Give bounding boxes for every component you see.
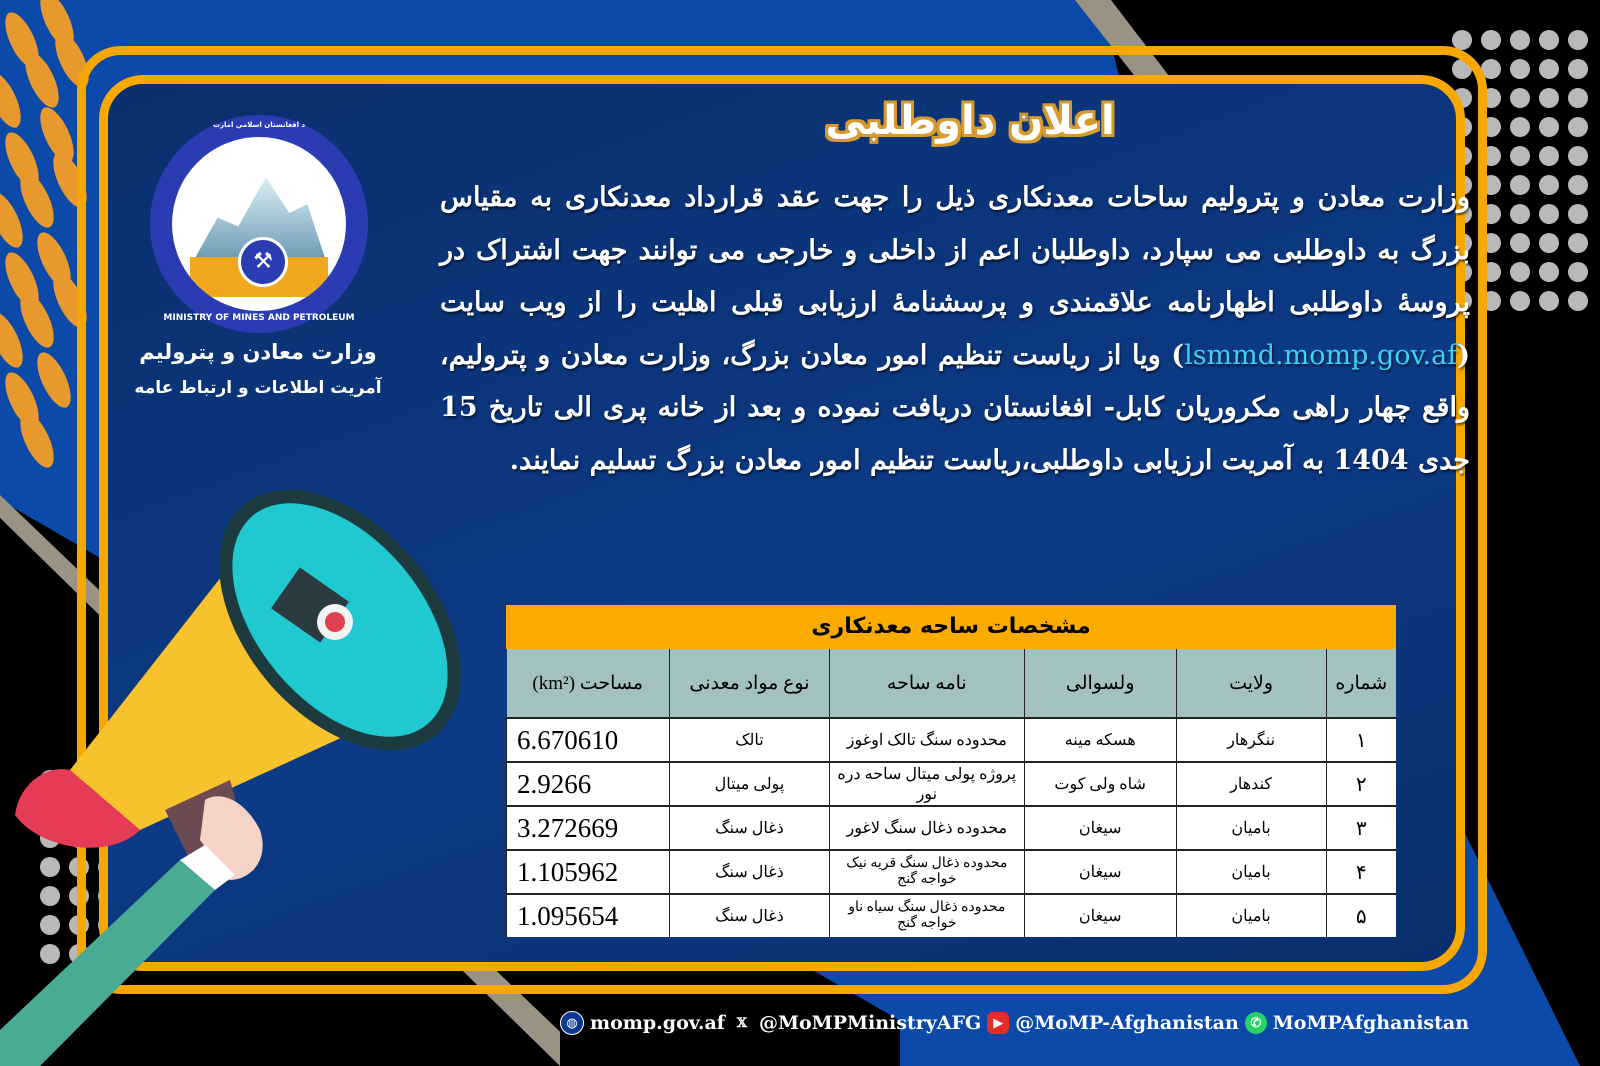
table-row	[507, 806, 1397, 850]
cell-area: 1.105962	[507, 850, 670, 894]
youtube-icon: ▶	[987, 1012, 1009, 1034]
footer-youtube-handle[interactable]: @MoMP-Afghanistan	[1015, 1012, 1239, 1034]
footer-x-handle[interactable]: @MoMPMinistryAFG	[758, 1012, 982, 1034]
cell-mineral-type: تالک	[670, 718, 830, 762]
cell-province: ننگرهار	[1176, 718, 1326, 762]
cell-area: 2.9266	[507, 762, 670, 806]
ministry-logo	[150, 115, 368, 333]
announcement-text-part1: وزارت معادن و پترولیم ساحات معدنکاری ذیل را جهت عقد قرارداد معدنکاری به مقیاس بزرگ به داوطلبی می سپارد، داوطلبان اعم از داخلی و خارجی می توانند جهت اشتراک در پروسهٔ داوطلبی اظهارنامه علاقمندی و پرسشنامهٔ ارزیابی قبلی اهلیت را از ویب سایت (	[440, 182, 1470, 371]
cell-mineral-type: ذغال سنگ	[670, 850, 830, 894]
mining-sites-table	[506, 605, 1396, 937]
website-link[interactable]: lsmmd.momp.gov.af	[1184, 339, 1458, 371]
cell-district: سیغان	[1024, 850, 1176, 894]
globe-icon: ◍	[560, 1011, 584, 1035]
cell-province: بامیان	[1176, 850, 1326, 894]
header-province: ولایت	[1176, 649, 1326, 718]
table-row	[507, 718, 1397, 762]
cell-province: بامیان	[1176, 894, 1326, 937]
logo-ring-top-small: د افغانستان اسلامي امارت	[212, 121, 306, 129]
page-title: اعلان داوطلبی	[825, 98, 1115, 144]
logo-ring-bottom: MINISTRY OF MINES AND PETROLEUM	[163, 313, 355, 323]
cell-area: 6.670610	[507, 718, 670, 762]
cell-number: ٢	[1326, 762, 1396, 806]
cell-number: ۴	[1326, 850, 1396, 894]
cell-district: هسکه مینه	[1024, 718, 1176, 762]
header-district: ولسوالی	[1024, 649, 1176, 718]
pickaxe-icon: ⚒	[238, 237, 288, 287]
cell-site-name: محدوده ذغال سنگ سیاه ناو خواجه گنج	[829, 894, 1024, 937]
cell-number: ٣	[1326, 806, 1396, 850]
table-row	[507, 850, 1397, 894]
cell-mineral-type: ذغال سنگ	[670, 894, 830, 937]
cell-number: ۵	[1326, 894, 1396, 937]
cell-site-name: پروژه پولی میتال ساحه دره نور	[829, 762, 1024, 806]
cell-site-name: محدوده سنگ تالک اوغوز	[829, 718, 1024, 762]
megaphone-illustration	[0, 470, 480, 1066]
cell-province: کندهار	[1176, 762, 1326, 806]
table-row	[507, 894, 1397, 937]
header-site-name: نامه ساحه	[829, 649, 1024, 718]
cell-site-name: محدوده ذغال سنگ قریه نیک خواجه گنج	[829, 850, 1024, 894]
cell-district: شاه ولی کوت	[1024, 762, 1176, 806]
table-title: مشخصات ساحه معدنکاری	[506, 605, 1396, 649]
cell-province: بامیان	[1176, 806, 1326, 850]
cell-mineral-type: ذغال سنگ	[670, 806, 830, 850]
cell-mineral-type: پولی میتال	[670, 762, 830, 806]
organization-name: وزارت معادن و پترولیم	[139, 340, 377, 364]
footer-website[interactable]: momp.gov.af	[590, 1012, 725, 1034]
table-row	[507, 762, 1397, 806]
x-icon: 𝕏	[731, 1012, 753, 1034]
announcement-text	[440, 172, 1470, 487]
header-mineral-type: نوع مواد معدنی	[670, 649, 830, 718]
header-number: شماره	[1326, 649, 1396, 718]
header-area: مساحت (km²)	[507, 649, 670, 718]
organization-department: آمریت اطلاعات و ارتباط عامه	[134, 378, 382, 398]
cell-district: سیغان	[1024, 806, 1176, 850]
cell-area: 1.095654	[507, 894, 670, 937]
announcement-text-part2: ) ویا از ریاست تنظیم امور معادن بزرگ، وزارت معادن و پترولیم، واقع چهار راهی مکروریان کابل- افغانستان دریافت نموده و بعد از خانه پری الی تاریخ 15 جدی 1404 به آمریت ارزیابی داوطلبی،ریاست تنظیم امور معادن بزرگ تسلیم نمایند.	[440, 339, 1470, 476]
footer-whatsapp-handle[interactable]: MoMPAfghanistan	[1272, 1012, 1470, 1034]
footer-social-links	[560, 1008, 1469, 1038]
whatsapp-icon: ✆	[1245, 1012, 1267, 1034]
cell-district: سیغان	[1024, 894, 1176, 937]
cell-number: ١	[1326, 718, 1396, 762]
cell-site-name: محدوده ذغال سنگ لاغور	[829, 806, 1024, 850]
cell-area: 3.272669	[507, 806, 670, 850]
table-header-row	[507, 649, 1397, 718]
